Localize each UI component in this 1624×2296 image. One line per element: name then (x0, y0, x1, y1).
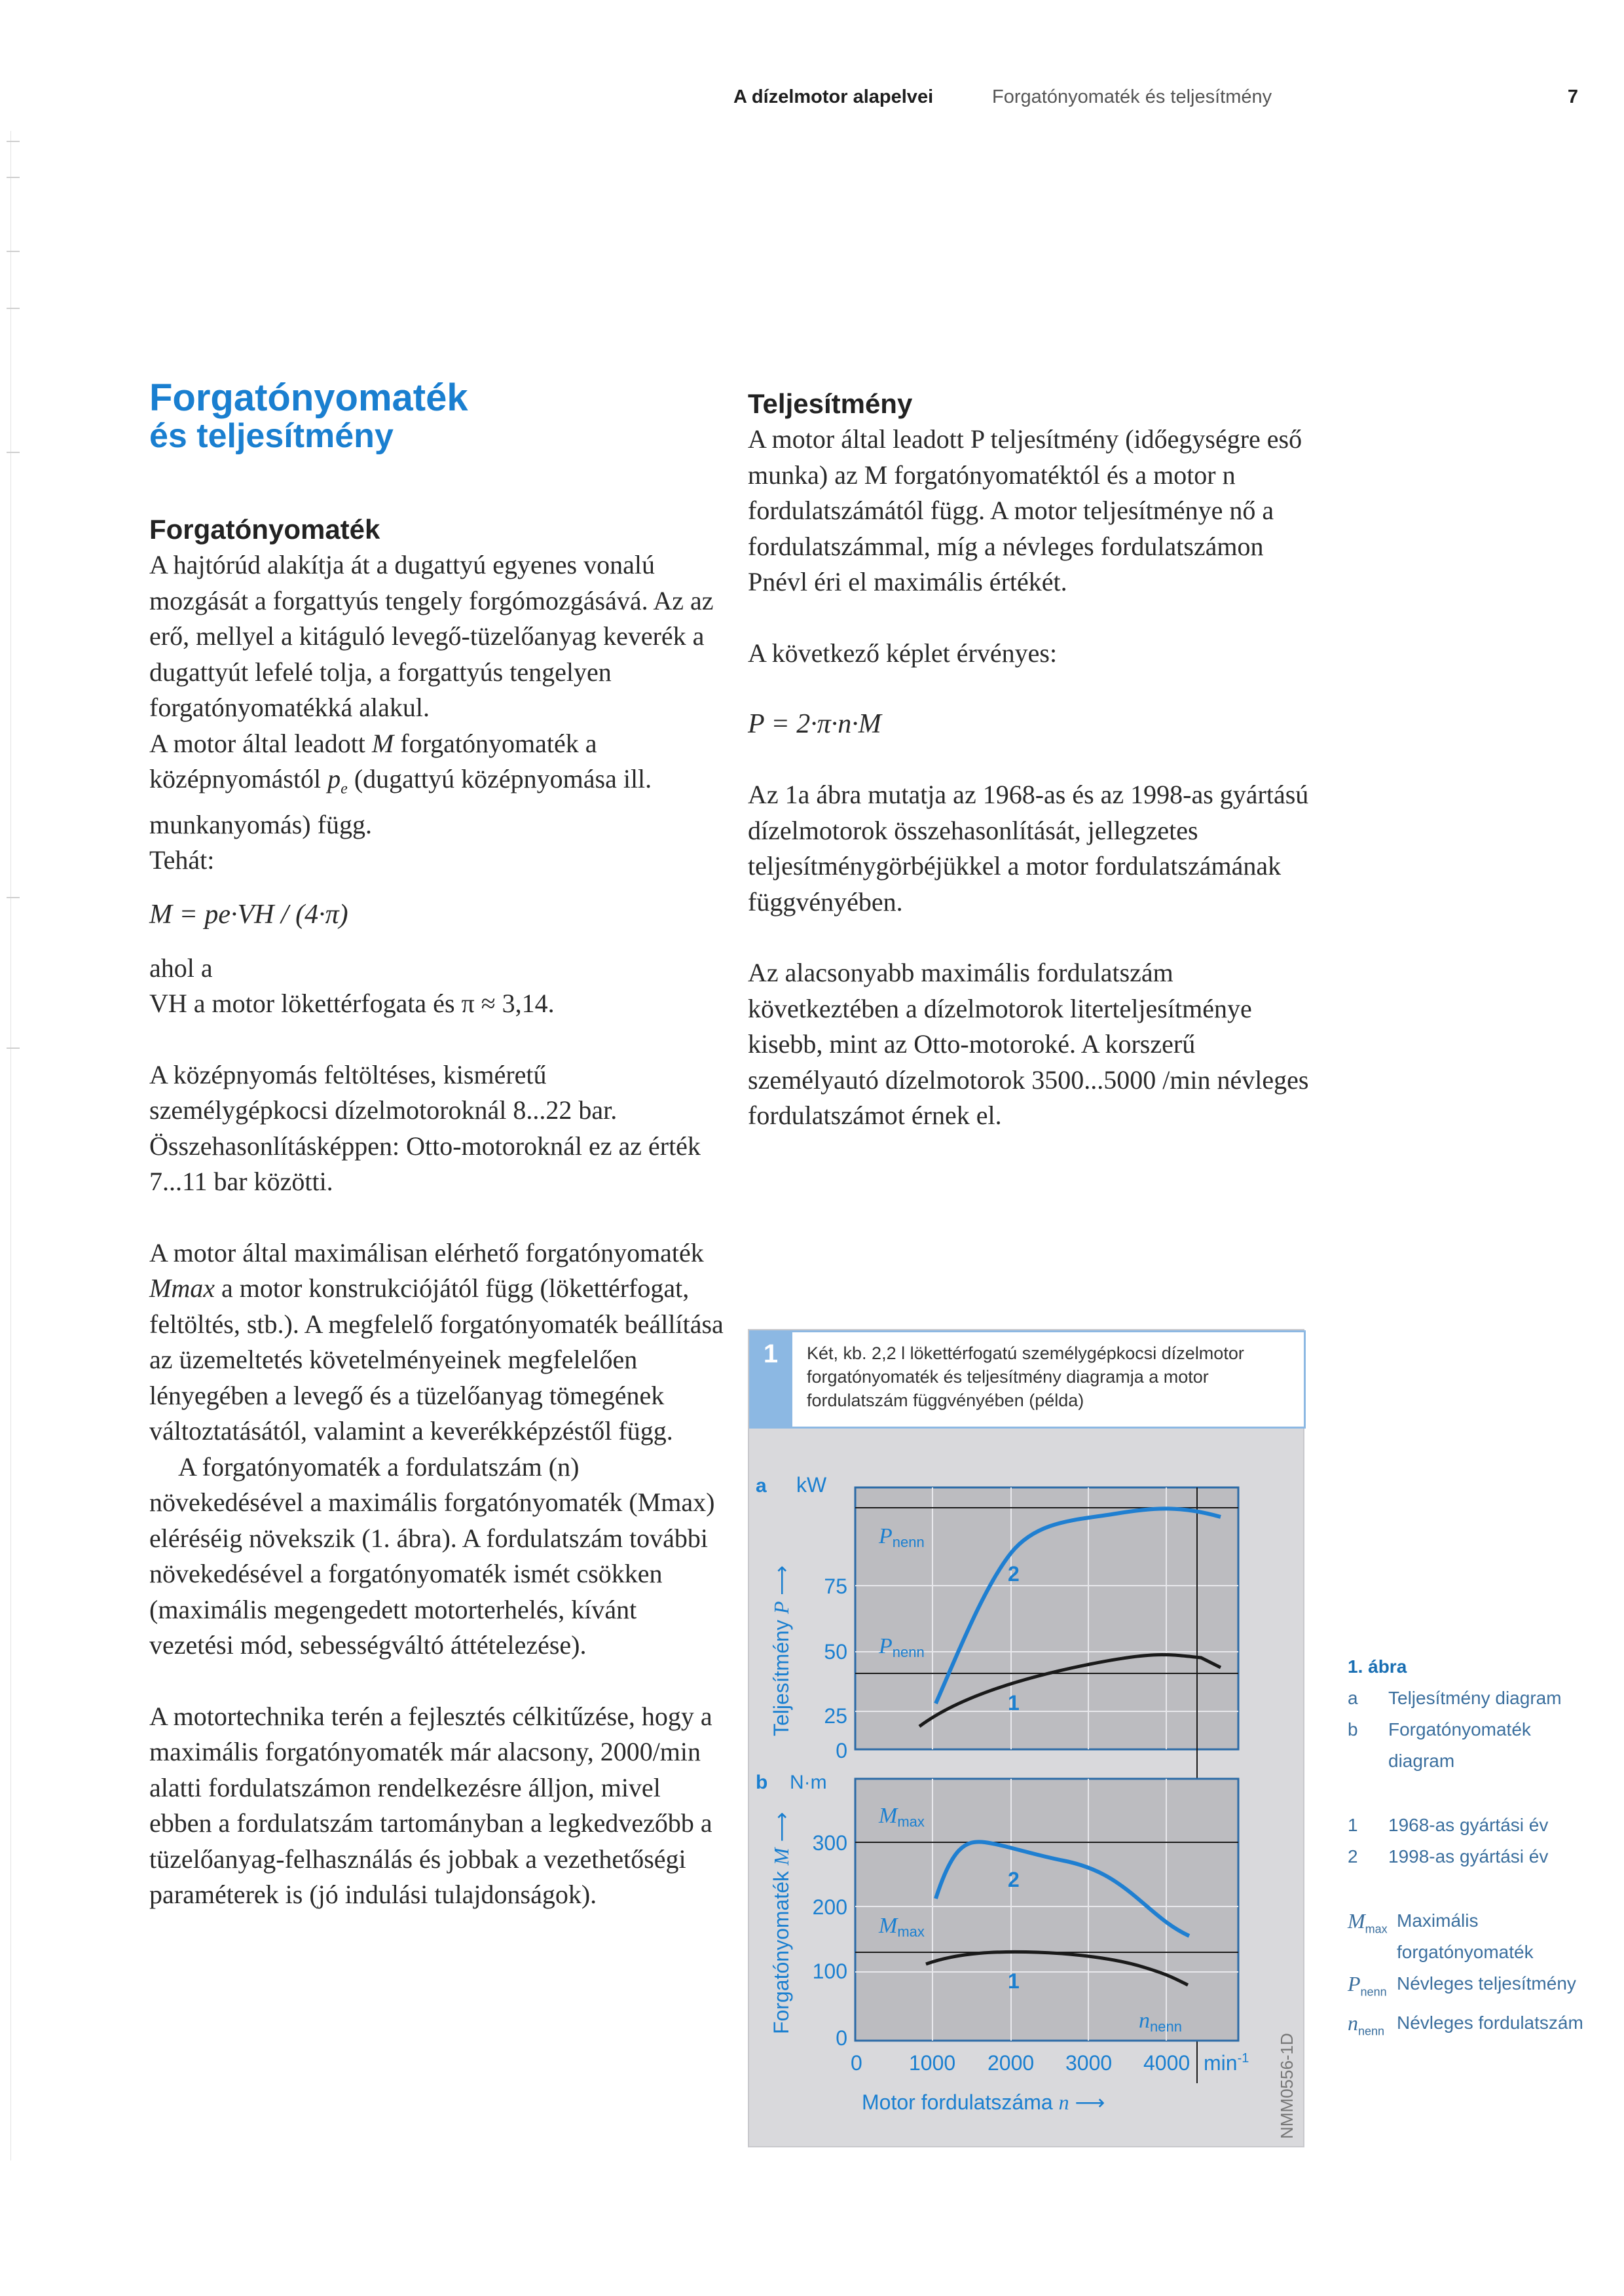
svg-text:0: 0 (836, 2026, 847, 2050)
figure-number: 1 (749, 1330, 792, 1429)
page-edge-line (10, 131, 11, 2160)
legend-title: 1. ábra (1348, 1656, 1407, 1677)
svg-text:0: 0 (851, 2051, 862, 2075)
paragraph: A motortechnika terén a fejlesztés célkitűzése, hogy a maximális forgatónyomaték már alacsony, 2000/min alatti fordulatszámon rendelkezésre álljon, mivel ebben a fordulatszám tartományban a legkedvezőbb a tüzelőanyag-felhasználás és jobbak a vezethetőségi paraméterek is (jó indulási tulajdonságok). (149, 1701, 712, 1909)
left-column (149, 378, 726, 1913)
annot-nnenn: nnenn (1139, 2009, 1182, 2035)
figure-1 (748, 1329, 1304, 2147)
legend-item: 2 1998-as gyártási év (1348, 1846, 1549, 1867)
paragraph: A következő képlet érvényes: (748, 638, 1058, 668)
series-label-1-b: 1 (1008, 1969, 1020, 1993)
paragraph: A hajtórúd alakítja át a dugattyú egyenes vonalú mozgását a forgattyús tengely forgómozgásává. Az az erő, mellyel a kitáguló levegő-tüzelőanyag keverék a dugattyút lefelé tolja, a forgattyús tengelyen forgatónyomatékká alakul. (149, 550, 714, 722)
section-heading-torque: Forgatónyomaték (149, 514, 380, 545)
page-number: 7 (1567, 86, 1578, 107)
svg-text:4000: 4000 (1143, 2051, 1190, 2075)
svg-text:100: 100 (812, 1959, 847, 1983)
paragraph: A forgatónyomaték a fordulatszám (n) növekedésével a maximális forgatónyomaték (Mmax) eléréséig növekszik (1. ábra). A fordulatszám további növekedésével a forgatónyomaték ismét csökken (maximális megengedett motorterhelés, kívánt vezetési mód, sebességváltó áttételezése). (149, 1451, 715, 1660)
paragraph: Az 1a ábra mutatja az 1968-as és az 1998-as gyártású dízelmotorok összehasonlítását, jellegzetes teljesítménygörbéjükkel a motor fordulatszámának függvényében. (748, 780, 1309, 917)
chapter-title: A dízelmotor alapelvei (733, 86, 934, 107)
figure-code: NMM0556-1D (1277, 2033, 1297, 2139)
figure-caption: Két, kb. 2,2 l lökettérfogatú személygépkocsi dízelmotor forgatónyomaték és teljesítmény diagramja a motor fordulatszám függvényében (példa) (792, 1330, 1306, 1429)
paragraph: Az alacsonyabb maximális fordulatszám következtében a dízelmotorok literteljesítménye kisebb, mint az Otto-motoroké. A korszerű személyautó dízelmotorok 3500...5000 /min névleges fordulatszámot érnek el. (748, 958, 1309, 1130)
svg-text:25: 25 (824, 1704, 847, 1728)
annot-mmax-2: Mmax (879, 1804, 925, 1830)
page-edge-tick (7, 897, 20, 898)
series-label-1-a: 1 (1008, 1691, 1020, 1715)
y-ticks-a (824, 1575, 847, 1762)
y-ticks-b (813, 1831, 847, 2050)
page-title-line2: és teljesítmény (149, 417, 394, 455)
svg-text:50: 50 (824, 1640, 847, 1664)
series-label-2-a: 2 (1008, 1562, 1020, 1586)
paragraph: ahol a (149, 953, 213, 983)
page-edge-tick (7, 141, 20, 142)
x-ticks (851, 2051, 1249, 2075)
right-column (748, 386, 1318, 1134)
y-unit-a: kW (796, 1473, 827, 1497)
paragraph: A középnyomás feltöltéses, kisméretű személygépkocsi dízelmotoroknál 8...22 bar. Összehasonlításképpen: Otto-motoroknál ez az érték 7...11 bar közötti. (149, 1059, 701, 1196)
section-title: Forgatónyomaték és teljesítmény (992, 86, 1272, 107)
legend-symbol: $n_{nenn}$ Névleges fordulatszám (1348, 2011, 1583, 2038)
svg-text:300: 300 (812, 1831, 847, 1855)
y-label-b: Forgatónyomaték M ⟶ (769, 1812, 793, 2034)
svg-text:75: 75 (824, 1575, 847, 1598)
annot-pnenn-1: Pnenn (879, 1634, 925, 1660)
y-label-a: Teljesítmény P ⟶ (769, 1565, 793, 1736)
svg-text:200: 200 (812, 1895, 847, 1919)
page-title-line1: Forgatónyomaték (149, 376, 468, 419)
page-edge-tick (7, 452, 20, 453)
legend-symbol: $P_{nenn}$ Névleges teljesítmény (1348, 1972, 1576, 1999)
x-label: Motor fordulatszáma n ⟶ (862, 2090, 1105, 2114)
svg-text:1000: 1000 (909, 2051, 956, 2075)
paragraph: A motor által maximálisan elérhető forgatónyomaték Mmax a motor konstrukciójától függ (lökettérfogat, feltöltés, stb.). A megfelelő forgatónyomaték beállítása az üzemeltetés követelményeinek megfelelően lényegében a levegő és a tüzelőanyag tömegének változtatásától, valamint a keverékképzéstől függ. (149, 1237, 724, 1446)
page-title (149, 378, 726, 454)
page-edge-tick (7, 251, 20, 252)
paragraph: VH a motor lökettérfogata és π ≈ 3,14. (149, 989, 555, 1018)
legend-symbol: $M_{max}$ Maximális forgatónyomaték (1348, 1909, 1534, 1962)
legend-item: 1 1968-as gyártási év (1348, 1815, 1549, 1835)
legend-item: a Teljesítmény diagram (1348, 1688, 1562, 1708)
formula-power: P = 2·π·n·M (748, 709, 881, 739)
legend-item: b Forgatónyomaték diagram (1348, 1719, 1531, 1771)
svg-text:3000: 3000 (1065, 2051, 1113, 2075)
series-label-2-b: 2 (1008, 1868, 1020, 1891)
figure-legend (1348, 1651, 1596, 2047)
page-edge-tick (7, 1048, 20, 1049)
page-edge-tick (7, 308, 20, 309)
annot-pnenn-2: Pnenn (879, 1524, 925, 1550)
formula-torque: M = pe·VH / (4·π) (149, 899, 348, 930)
paragraph: A motor által leadott P teljesítmény (időegységre eső munka) az M forgatónyomatéktól és a motor n fordulatszámától függ. A motor teljesítménye nő a fordulatszámmal, míg a névleges fordulatszámon Pnévl éri el maximális értékét. (748, 424, 1302, 596)
svg-text:min-1: $\min^{-1}$ (1204, 2051, 1249, 2075)
annot-mmax-1: Mmax (879, 1914, 925, 1940)
running-head (733, 86, 1578, 113)
torque-power-chart (749, 1429, 1306, 2149)
page-edge-tick (7, 177, 20, 178)
panel-b-label: b (756, 1772, 768, 1793)
section-heading-power: Teljesítmény (748, 388, 913, 419)
y-unit-b: N·m (790, 1772, 827, 1793)
svg-text:0: 0 (836, 1739, 847, 1762)
panel-a-label: a (756, 1475, 767, 1497)
svg-text:2000: 2000 (987, 2051, 1035, 2075)
paragraph: A motor által leadott M forgatónyomaték a középnyomástól $p_e$ (dugattyú középnyomása ill. munkanyomás) függ. (149, 728, 652, 839)
paragraph: Tehát: (149, 845, 215, 875)
